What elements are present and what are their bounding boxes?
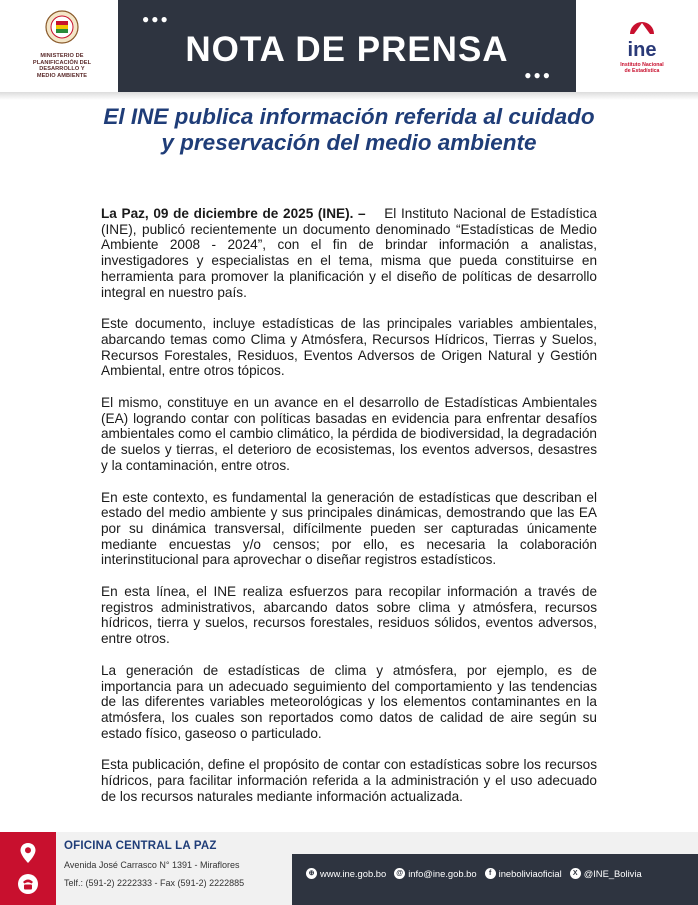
facebook-link[interactable] (485, 868, 562, 879)
facebook-icon: f (485, 868, 496, 879)
office-title: OFICINA CENTRAL LA PAZ (64, 840, 217, 852)
dateline: La Paz, 09 de diciembre de 2025 (INE). – (101, 206, 366, 221)
paragraph: Este documento, incluye estadísticas de las principales variables ambientales, abarcando temas como Clima y Atmósfera, Recursos Hídricos, Tierras y Suelos, Recursos Forestales, Residuos, Eventos Adversos de Origen Natural y Gestión Ambiental, entre otros tópicos. (101, 316, 597, 379)
dots-decoration: ●●● (524, 68, 552, 82)
website-text: www.ine.gob.bo (320, 868, 387, 879)
ministry-line: MINISTERIO DE (40, 53, 84, 59)
header-shadow (0, 92, 698, 100)
ine-mountain-icon (628, 14, 656, 36)
press-title: El INE publica información referida al cuidado y preservación del medio ambiente (103, 104, 595, 155)
ine-subtitle-line: de Estadística (624, 68, 660, 74)
ine-logo (612, 14, 672, 84)
email-icon: @ (394, 868, 405, 879)
office-phone: Telf.: (591-2) 2222333 - Fax (591-2) 2222885 (64, 878, 245, 888)
ministry-line: DESARROLLO Y (39, 66, 85, 72)
ine-subtitle (612, 62, 672, 74)
ine-logo-text: ine (627, 39, 657, 61)
paragraph: El mismo, constituye en un avance en el desarrollo de Estadísticas Ambientales (EA) logrando contar con políticas basadas en evidencia para enfrentar desafíos ambientales como el cambio climático, la pérdida de biodiversidad, la degradación de suelos y tierras, el deterioro de ecosistemas, los eventos adversos, desastres y la contaminación, entre otros. (101, 395, 597, 473)
office-address: Avenida José Carrasco N° 1391 - Miraflores (64, 860, 240, 870)
paragraph: En esta línea, el INE realiza esfuerzos para recopilar información a través de registros administrativos, abarcando datos sobre clima y atmósfera, recursos hídricos, tierra y suelos, recursos forestales, residuos sólidos, eventos adversos, entre otros. (101, 584, 597, 647)
x-icon: X (570, 868, 581, 879)
phone-icon (16, 872, 40, 896)
x-link[interactable] (570, 868, 642, 879)
ministry-line: PLANIFICACIÓN DEL (32, 59, 92, 66)
page-footer (0, 832, 698, 905)
ministry-line: MEDIO AMBIENTE (36, 72, 88, 79)
paragraph-text: El Instituto Nacional de Estadística (INE), publicó recientemente un documento denominado “Estadísticas de Medio Ambiente 2008 - 2024”, con el fin de brindar información a analistas, investigadores y especialistas en el tema, misma que pueda constituirse en herramienta para promover la planificación y el diseño de políticas de desarrollo integral en nuestro país. (101, 206, 597, 300)
ministry-logo (22, 10, 102, 85)
contact-row (306, 868, 690, 879)
paragraph (101, 206, 597, 300)
facebook-text: ineboliviaoficial (498, 868, 562, 879)
banner-title: NOTA DE PRENSA (185, 30, 509, 69)
dots-decoration: ●●● (142, 12, 170, 26)
paragraph: La generación de estadísticas de clima y atmósfera, por ejemplo, es de importancia para un adecuado seguimiento del comportamiento y las tendencias de las diferentes variables meteorológicas y los elementos contaminantes en la atmósfera, los cuales son reportados como datos de calidad de aire según su estado físico, gaseoso o particulado. (101, 662, 597, 741)
contact-bar (292, 854, 698, 905)
email-text: info@ine.gob.bo (408, 868, 477, 879)
ine-subtitle-line: Instituto Nacional (620, 62, 664, 68)
paragraph: Esta publicación, define el propósito de contar con estadísticas sobre los recursos hídricos, para facilitar información referida a la administración y el uso adecuado de los recursos naturales mediante información actualizada. (101, 757, 597, 804)
website-link[interactable] (306, 868, 386, 879)
globe-icon: ⊕ (306, 868, 317, 879)
coat-of-arms-icon (45, 10, 79, 44)
email-link[interactable] (394, 868, 476, 879)
x-text: @INE_Bolivia (583, 868, 642, 879)
page-header (0, 0, 698, 92)
ministry-name (22, 53, 102, 79)
press-banner (118, 0, 576, 92)
location-pin-icon (16, 841, 40, 865)
press-body (101, 206, 597, 821)
paragraph: En este contexto, es fundamental la generación de estadísticas que describan el estado del medio ambiente y sus principales dinámicas, demostrando que las EA por su dinámica transversal, difícilmente pueden ser capturadas únicamente mediante encuestas y/o censos; por ello, es necesaria la colaboración interinstitucional para aprovechar o diseñar registros estadísticos. (101, 489, 597, 568)
footer-icon-strip (0, 832, 56, 905)
